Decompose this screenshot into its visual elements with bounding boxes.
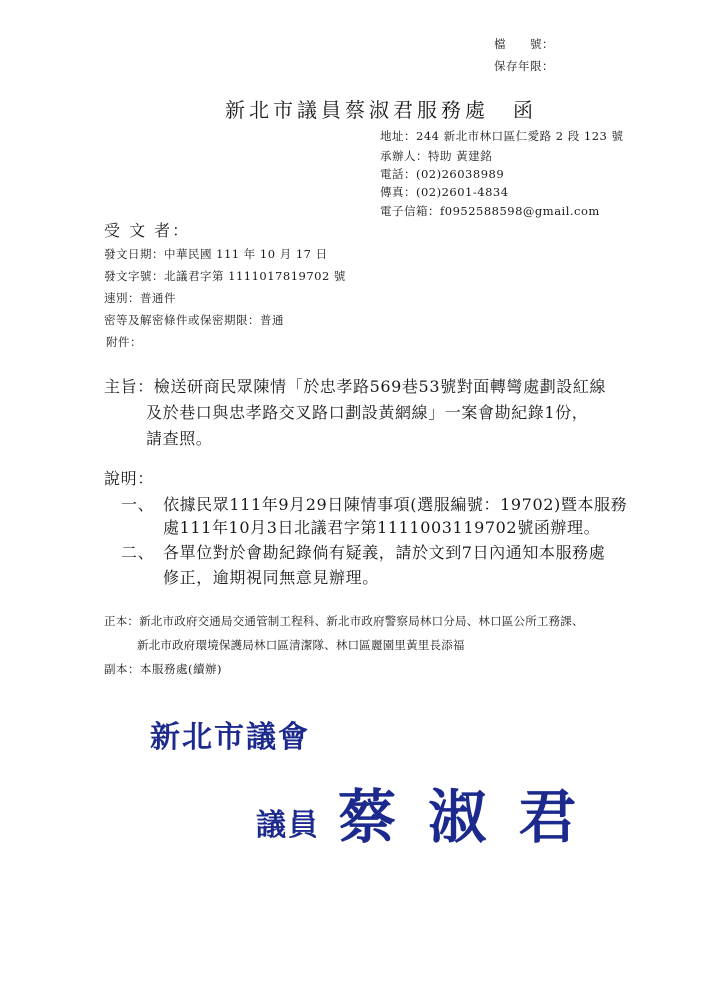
document-number: 發文字號：北議君字第 1111017819702 號 [104,269,346,283]
letter-title: 新北市議員蔡淑君服務處 函 [225,98,537,122]
item-1-line-1: 依據民眾111年9月29日陳情事項(選服編號：19702)暨本服務 [163,495,628,514]
item-2-line-1: 各單位對於會勘紀錄倘有疑義，請於文到7日內通知本服務處 [163,543,606,562]
delivery-speed: 速別：普通件 [104,291,176,305]
security-level: 密等及解密條件或保密期限：普通 [104,313,284,327]
file-number-field: 檔 號： [494,37,554,51]
seal-name: 蔡 淑 君 [338,783,583,851]
main-recipients-line-1: 正本：新北市政府交通局交通管制工程科、新北市政府警察局林口分局、林口區公所工務課、 [104,614,584,628]
subject-line-1: 主旨：檢送研商民眾陳情「於忠孝路569巷53號對面轉彎處劃設紅線 [104,377,607,396]
subject-line-2: 及於巷口與忠孝路交叉路口劃設黃網線」一案會勘紀錄1份， [146,403,589,422]
subject-line-3: 請查照。 [146,429,213,448]
sender-address: 地址：244 新北市林口區仁愛路 2 段 123 號 [380,129,624,143]
item-2-line-2: 修正，逾期視同無意見辦理。 [163,568,379,587]
retention-field: 保存年限： [494,59,554,73]
attachment-label: 附件： [106,335,142,349]
recipient-label: 受 文 者： [104,221,191,240]
sender-fax: 傳真：(02)2601-4834 [380,185,509,199]
item-2-number: 二、 [121,543,155,562]
seal-organization: 新北市議會 [150,720,310,755]
item-1-line-2: 處111年10月3日北議君字第1111003119702號函辦理。 [163,518,601,537]
issue-date: 發文日期：中華民國 111 年 10 月 17 日 [104,247,328,261]
sender-phone: 電話：(02)26038989 [380,167,505,181]
sender-handler: 承辦人：特助 黃建銘 [380,149,493,163]
seal-role: 議員 [256,808,320,843]
explanation-label: 說明： [104,469,154,488]
copy-recipients: 副本：本服務處(續辦) [104,662,222,676]
sender-email: 電子信箱：f0952588598@gmail.com [380,204,600,218]
main-recipients-line-2: 新北市政府環境保護局林口區清潔隊、林口區麗園里黃里長添福 [137,638,465,652]
item-1-number: 一、 [121,495,155,514]
